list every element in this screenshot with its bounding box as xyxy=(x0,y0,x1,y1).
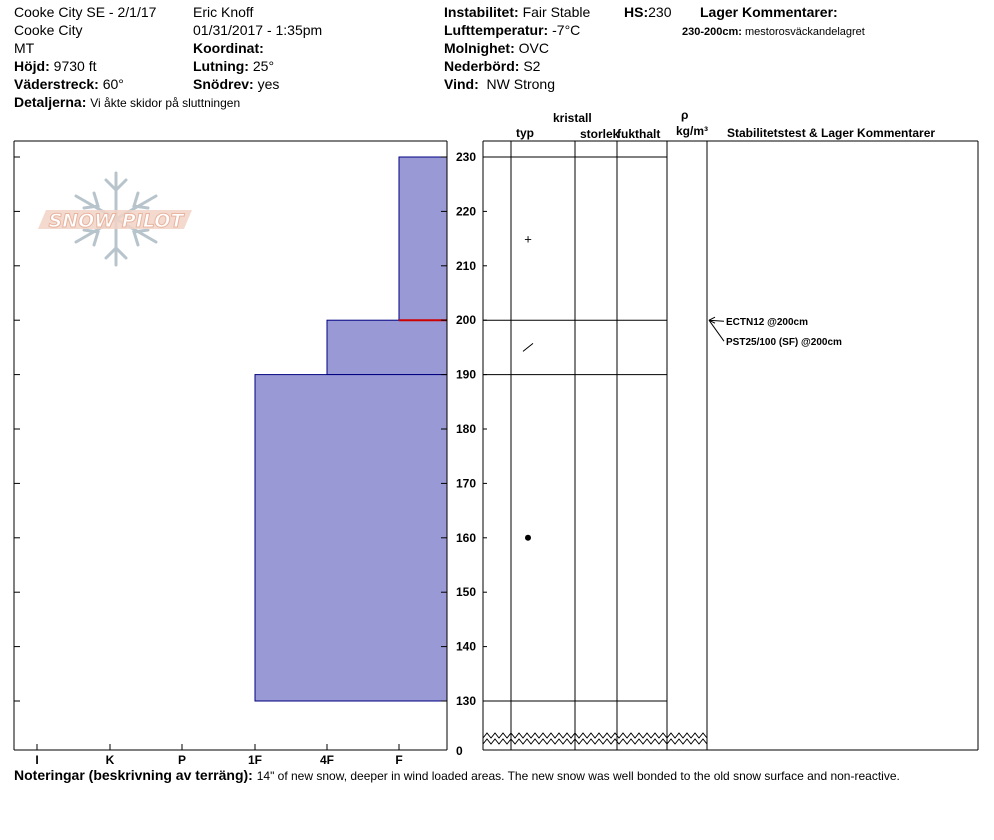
hardness-label-I: I xyxy=(35,753,39,767)
site-date: Cooke City SE - 2/1/17 xyxy=(14,4,157,20)
depth-label-230: 230 xyxy=(456,150,477,164)
hs-label: HS: xyxy=(624,4,649,20)
precip-label: Nederbörd: xyxy=(444,58,520,74)
axis-break-zigzag-1 xyxy=(483,733,707,738)
grain-symbol-0: + xyxy=(524,231,532,247)
hardness-bar-2 xyxy=(255,375,447,701)
wind-value: NW Strong xyxy=(486,76,555,92)
depth-label-170: 170 xyxy=(456,476,477,491)
details-label: Detaljerna: xyxy=(14,94,87,110)
observer: Eric Knoff xyxy=(193,4,254,20)
snowpilot-logo xyxy=(38,173,192,265)
col-stability: Stabilitetstest & Lager Kommentarer xyxy=(727,126,936,140)
state: MT xyxy=(14,40,35,56)
elevation-value: 9730 ft xyxy=(53,58,97,74)
air-temp-value: -7°C xyxy=(552,22,581,38)
col-crystal: kristall xyxy=(553,111,592,125)
location: Cooke City xyxy=(14,22,83,38)
notes-text: 14" of new snow, deeper in wind loaded areas. The new snow was well bonded to the old snow surface and non-reactive. xyxy=(256,769,900,783)
wind-label: Vind: xyxy=(444,76,479,92)
depth-label-150: 150 xyxy=(456,585,477,600)
depth-label-160: 160 xyxy=(456,530,477,545)
aspect-label: Väderstreck: xyxy=(14,76,99,92)
depth-label-zero: 0 xyxy=(456,744,463,758)
depth-label-130: 130 xyxy=(456,694,477,708)
notes xyxy=(14,767,900,784)
col-moisture: fukthalt xyxy=(617,127,661,141)
drift-value: yes xyxy=(257,76,280,92)
sky-value: OVC xyxy=(518,40,549,56)
depth-label-220: 220 xyxy=(456,204,477,219)
layer-comment-text: mestorosväckandelagret xyxy=(745,26,865,38)
depth-label-190: 190 xyxy=(456,367,477,382)
col-size: storlek xyxy=(580,127,620,141)
hardness-bar-1 xyxy=(327,320,447,374)
drift-label: Snödrev: xyxy=(193,76,254,92)
axis-break-zigzag-2 xyxy=(483,739,707,744)
air-temp-label: Lufttemperatur: xyxy=(444,22,549,38)
hardness-label-F: F xyxy=(395,753,403,767)
sky-label: Molnighet: xyxy=(444,40,515,56)
aspect-value: 60° xyxy=(102,76,124,92)
col-density-unit: kg/m³ xyxy=(676,124,709,138)
depth-label-200: 200 xyxy=(456,313,477,328)
precip-value: S2 xyxy=(523,58,541,74)
coord-label: Koordinat: xyxy=(193,40,264,56)
hardness-label-4F: 4F xyxy=(319,753,335,767)
hardness-label-P: P xyxy=(177,753,187,767)
depth-label-210: 210 xyxy=(456,258,477,273)
depth-label-140: 140 xyxy=(456,639,477,654)
logo-text: SNOW PILOT xyxy=(48,210,184,232)
grain-symbol-1 xyxy=(523,343,533,351)
slope-value: 25° xyxy=(252,58,275,74)
col-type: typ xyxy=(516,126,534,140)
test-label-1: PST25/100 (SF) @200cm xyxy=(726,337,842,349)
elevation-label: Höjd: xyxy=(14,58,50,74)
details-value: Vi åkte skidor på sluttningen xyxy=(90,96,241,110)
hardness-bar-0 xyxy=(399,157,447,320)
datetime: 01/31/2017 - 1:35pm xyxy=(193,22,323,38)
hardness-label-K: K xyxy=(105,753,115,767)
grain-symbol-2 xyxy=(525,535,531,541)
instability-value: Fair Stable xyxy=(522,4,591,20)
hs-value: 230 xyxy=(648,4,672,20)
test-leader-1 xyxy=(709,320,724,341)
hardness-label-1F: 1F xyxy=(247,753,263,767)
layer-comment-range: 230-200cm: xyxy=(682,26,742,38)
notes-label: Noteringar (beskrivning av terräng): xyxy=(14,767,253,783)
instability-label: Instabilitet: xyxy=(444,4,519,20)
layer-comments-label: Lager Kommentarer: xyxy=(700,4,838,20)
depth-label-180: 180 xyxy=(456,422,477,436)
slope-label: Lutning: xyxy=(193,58,249,74)
test-label-0: ECTN12 @200cm xyxy=(726,317,809,329)
col-rho: ρ xyxy=(681,108,689,122)
